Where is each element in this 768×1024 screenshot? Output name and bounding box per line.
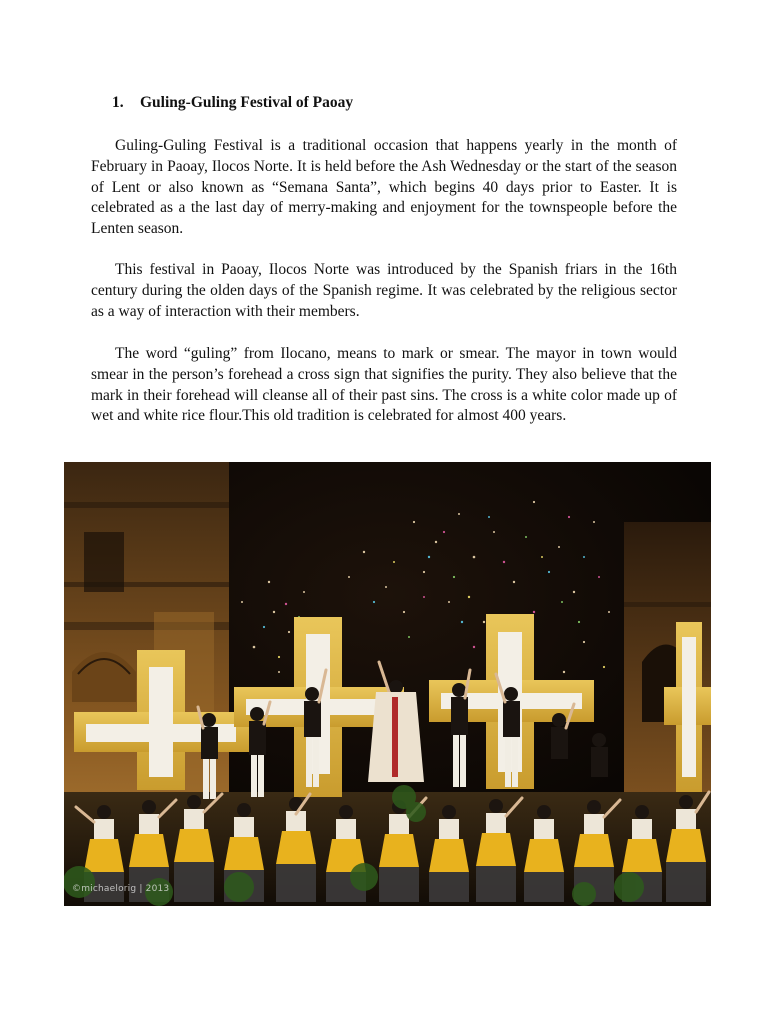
paragraph-meaning: The word “guling” from Ilocano, means to mark or smear. The mayor in town would smear in the person’s forehead a cross sign that signifies the purity. They also believe that the mark in their forehead will cleanse all of their past sins. The cross is a white color made up of wet and white rice flour.This old tradition is celebrated for almost 400 years. <box>91 345 677 425</box>
festival-photo <box>64 462 711 906</box>
paragraph-intro: Guling-Guling Festival is a traditional occasion that happens yearly in the month of February in Paoay, Ilocos Norte. It is held before the Ash Wednesday or the start of the season of Lent or also known as “Semana Santa”, which begins 40 days prior to Easter. It is celebrated as a the last day of merry-making and enjoyment for the townspeople before the Lenten season. <box>91 137 677 238</box>
section-number: 1. <box>112 94 124 111</box>
photo-watermark: ©michaelorig | 2013 <box>72 884 170 894</box>
section-title: Guling-Guling Festival of Paoay <box>140 94 354 111</box>
festival-photo-illustration <box>64 462 711 906</box>
section-heading <box>112 93 353 113</box>
paragraph-history: This festival in Paoay, Ilocos Norte was introduced by the Spanish friars in the 16th century during the olden days of the Spanish regime. It was celebrated by the religious sector as a way of interaction with their members. <box>91 261 677 320</box>
